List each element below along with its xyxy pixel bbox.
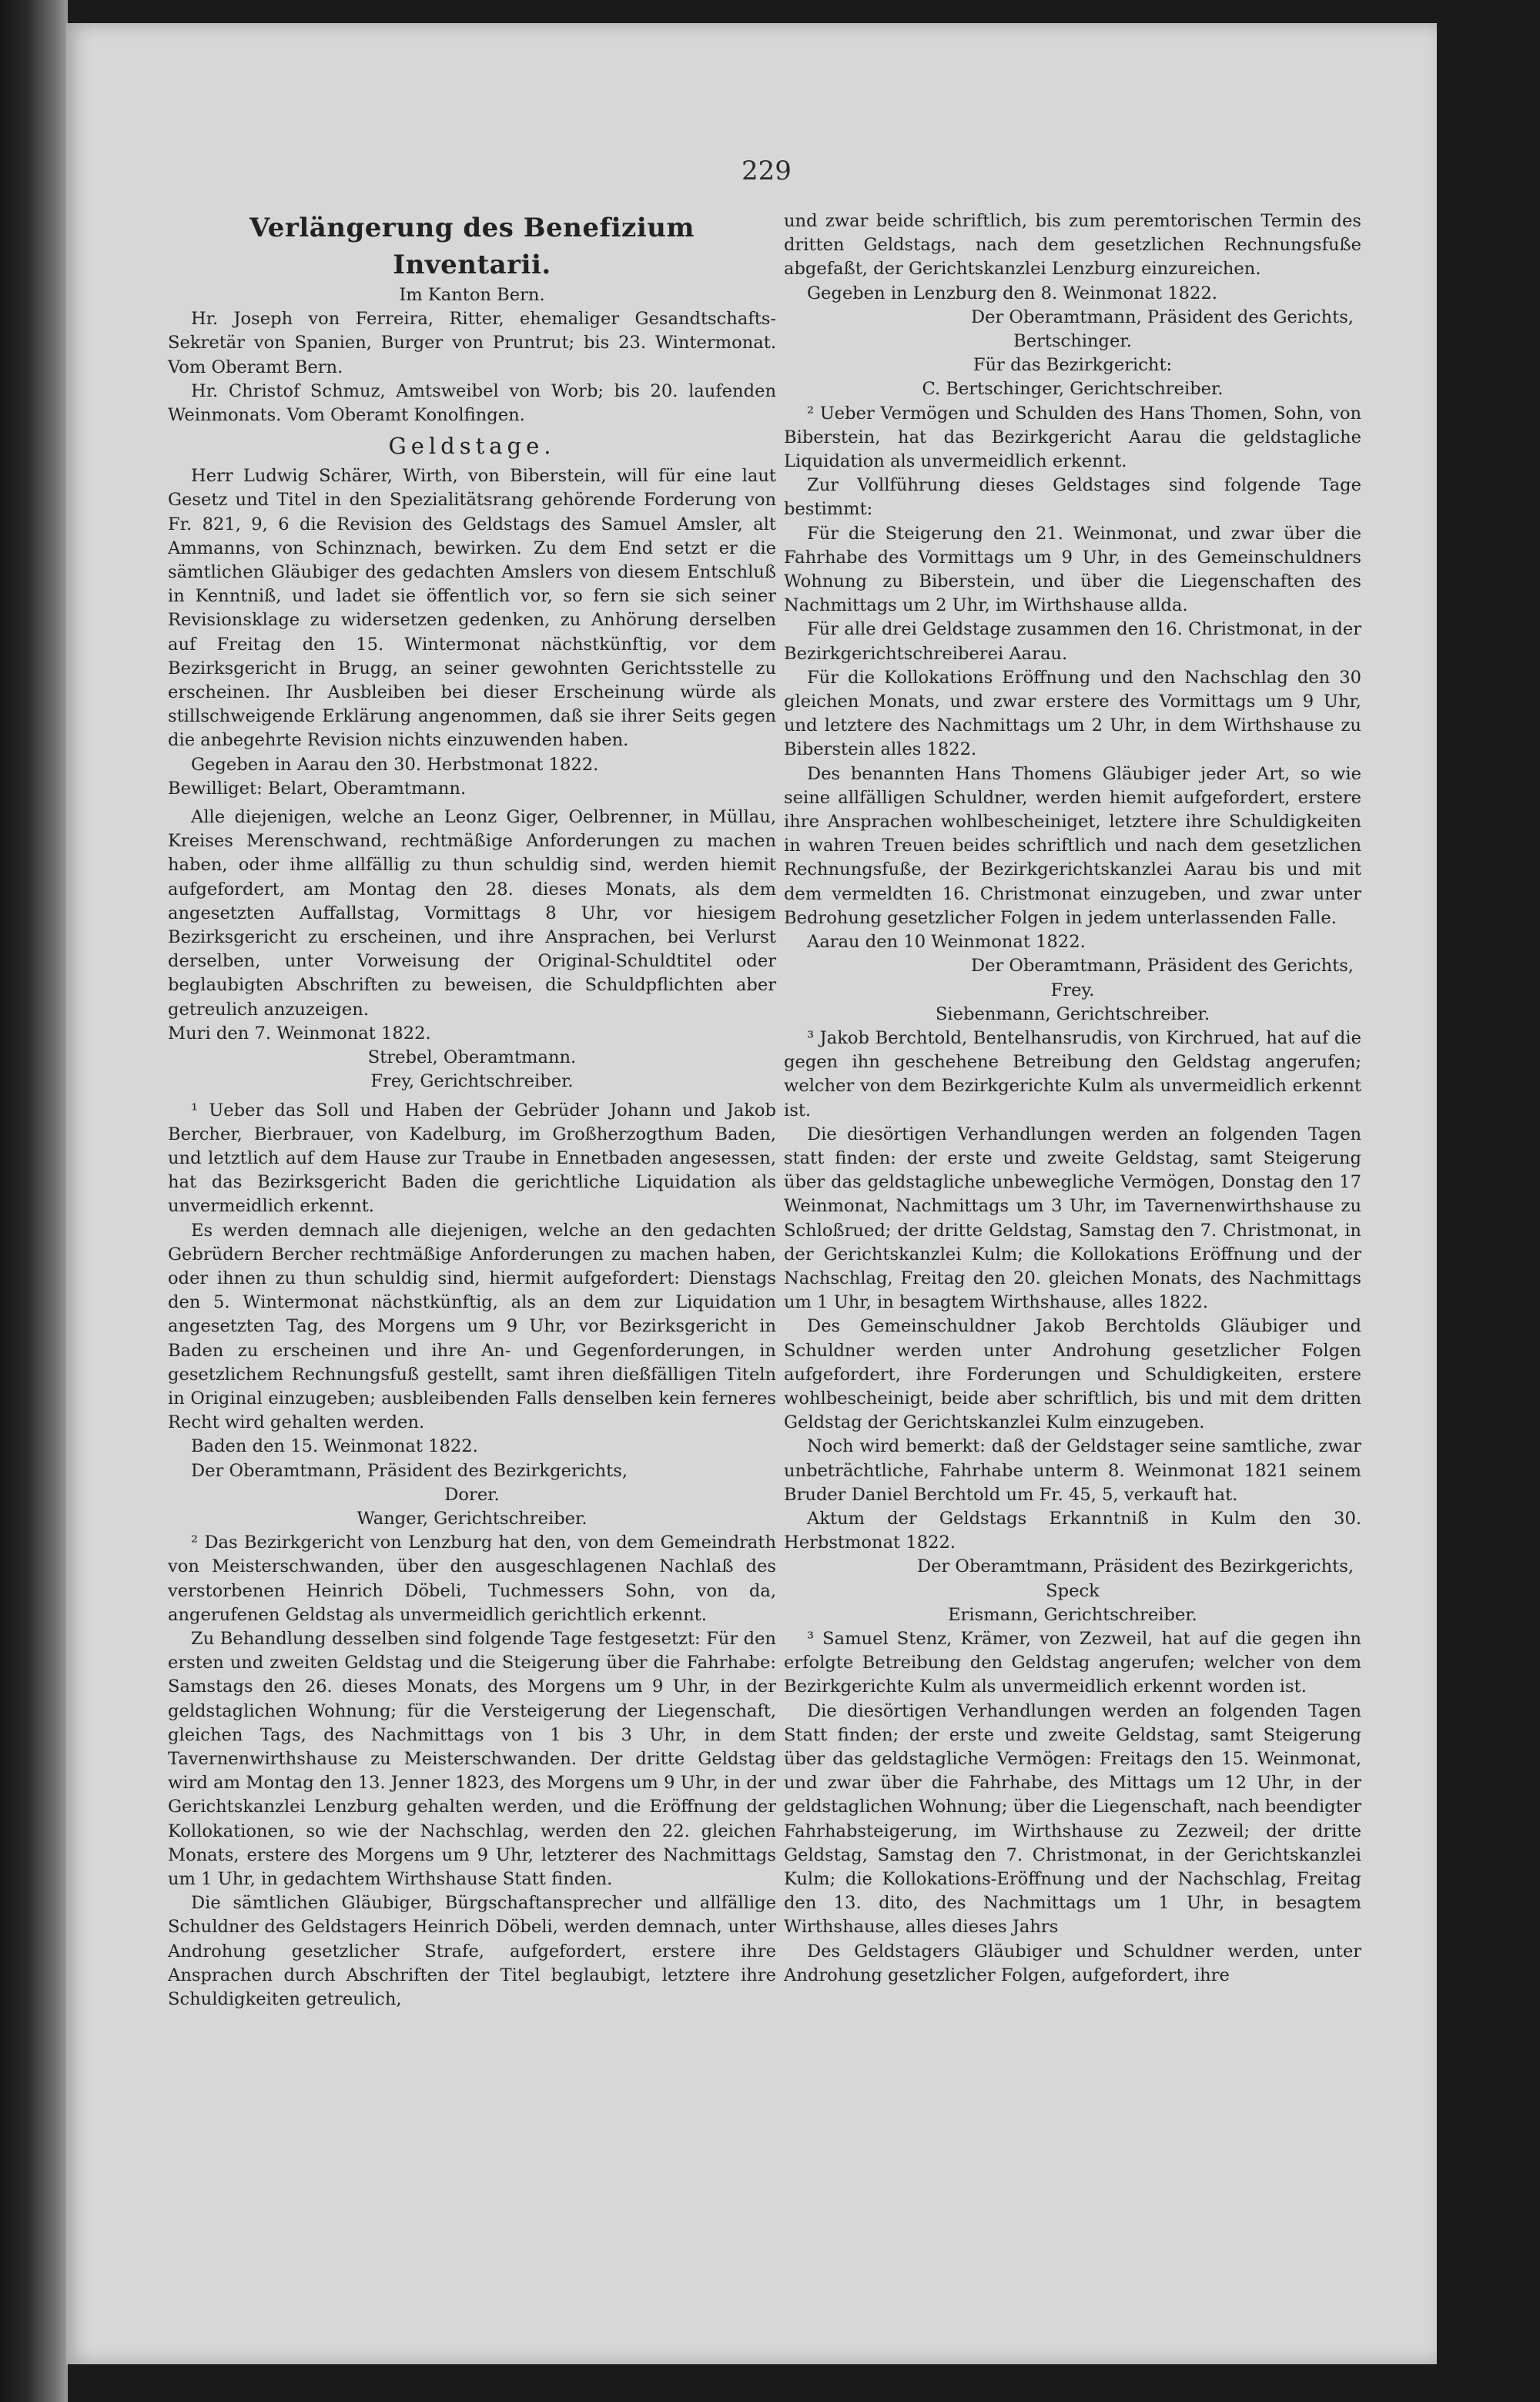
notice-signature: Frey. [1050,980,1095,1000]
notice-thomen: ² Ueber Vermögen und Schulden des Hans Thomen, Sohn, von Biberstein, hat das Bezirkgericht Aarau die geldstagliche Liquidation als unvermeidlich erkennt. [784,403,1361,472]
notice-thomen-auction: Für die Steigerung den 21. Weinmonat, und zwar über die Fahrhabe des Vormittags um 9 Uhr, in des Gemeinschuldners Wohnung zu Biberstein, und über die Liegenschaften des Nachmittags um 2 Uhr, im Wirthshause allda. [784,523,1361,616]
canton-subheading: Im Kanton Bern. [399,285,545,305]
notice-signature: C. Bertschinger, Gerichtschreiber. [922,379,1224,400]
notice-stenz: ³ Samuel Stenz, Krämer, von Zezweil, hat auf die gegen ihn erfolgte Betreibung den Geldstag angerufen; welcher von dem Bezirkgerichte Kulm als unvermeidlich erkennt worden ist. [784,1628,1361,1697]
section-heading-geldstage: Geldstage. [388,433,556,460]
notice-signature: Der Oberamtmann, Präsident des Gerichts, [970,307,1354,327]
notice-thomen-kollokation: Für die Kollokations Eröffnung und den Nachschlag den 30 gleichen Monats, und zwar erstere des Vormittags um 9 Uhr, und letztere des Nachmittags um 2 Uhr, in dem Wirthshause zu Biberstein alles 1822. [784,667,1361,760]
notice-giger: Alle diejenigen, welche an Leonz Giger, Oelbrenner, in Müllau, Kreises Merenschwand, rechtmäßige Anforderungen zu machen haben, oder ihme allfällig zu thun schuldig sind, werden hiemit aufgefordert, am Montag den 28. dieses Monats, als dem angesetzten Auffallstag, Vormittags 8 Uhr, vor hiesigem Bezirksgericht zu erscheinen, und ihre Ansprachen, bei Verlurst derselben, unter Vorweisung der Original-Schuldtitel oder beglaubigten Abschriften zu beweisen, die Schuldpflichten aber getreulich anzuzeigen. [168,807,776,1020]
notice-signature: Wanger, Gerichtschreiber. [357,1508,588,1529]
notice-berchtold-creditors: Des Gemeinschuldner Jakob Berchtolds Gläubiger und Schuldner werden unter Androhung gesetzlicher Folgen aufgefordert, ihre Forderungen und Schuldigkeiten, erstere wohlbescheinigt, beide aber schriftlich, bis und mit dem dritten Geldstag der Gerichtskanzlei Kulm einzugeben. [784,1316,1361,1433]
adjacent-page-edge [0,0,68,2402]
notice-signature: Der Oberamtmann, Präsident des Gerichts, [970,956,1354,977]
notice-stenz-creditors: Des Geldstagers Gläubiger und Schuldner werden, unter Androhung gesetzlicher Folgen, aufgefordert, ihre [784,1941,1361,1985]
notice-signature: Bewilliget: Belart, Oberamtmann. [168,778,467,799]
notice-date: Gegeben in Lenzburg den 8. Weinmonat 1822. [807,283,1217,303]
benefizium-entry: Hr. Joseph von Ferreira, Ritter, ehemaliger Gesandtschafts-Sekretär von Spanien, Burger von Pruntrut; bis 23. Wintermonat. Vom Oberamt Bern. [168,309,776,377]
notice-signature: Dorer. [444,1484,500,1505]
notice-signature: Frey, Gerichtschreiber. [370,1071,574,1092]
notice-schaerer: Herr Ludwig Schärer, Wirth, von Biberstein, will für eine laut Gesetz und Titel in den Spezialitätsrang gehörende Forderung von Fr. 821, 9, 6 die Revision des Geldstags des Samuel Amsler, alt Ammanns, von Schinznach, bewirken. Zu dem End setzt er die sämtlichen Gläubiger des gedachten Amslers von diesem Entschluß in Kenntniß, und ladet sie öffentlich vor, so fern sie sich seiner Revisionsklage zu widersetzen gedenken, zu Anhörung derselben auf Freitag den 15. Wintermonat nächstkünftig, vor dem Bezirksgericht in Brugg, an seiner gewohnten Gerichtsstelle zu erscheinen. Ihr Ausbleiben bei dieser Erscheinung würde als stillschweigende Erklärung angenommen, daß sie ihrer Seits gegen die anbegehrte Revision nichts einzuwenden haben. [168,466,776,751]
notice-doebeli: ² Das Bezirkgericht von Lenzburg hat den, von dem Gemeindrath von Meisterschwanden, über den ausgeschlagenen Nachlaß des verstorbenen Heinrich Döbeli, Tuchmessers Sohn, von da, angerufenen Geldstag als unvermeidlich gerichtlich erkennt. [168,1533,776,1625]
notice-signature: Erismann, Gerichtschreiber. [948,1604,1197,1625]
benefizium-entry: Hr. Christof Schmuz, Amtsweibel von Worb; bis 20. laufenden Weinmonats. Vom Oberamt Konolfingen. [168,380,776,426]
page-number: 229 [742,156,792,186]
notice-signature: Strebel, Oberamtmann. [367,1047,577,1068]
notice-thomen-intro: Zur Vollführung dieses Geldstages sind folgende Tage bestimmt: [784,475,1361,520]
notice-doebeli-schedule: Zu Behandlung desselben sind folgende Tage festgesetzt: Für den ersten und zweiten Geldstag und die Steigerung über die Fahrhabe: Samstags den 26. dieses Monats, des Morgens um 9 Uhr, in der geldstaglichen Wohnung; für die Versteigerung der Liegenschaft, gleichen Tags, des Nachmittags von 1 bis 3 Uhr, in dem Tavernenwirthshause zu Meisterschwanden. Der dritte Geldstag wird am Montag den 13. Jenner 1823, des Morgens um 9 Uhr, in der Gerichtskanzlei Lenzburg gehalten werden, und die Eröffnung der Kollokationen, so wie der Nachschlag, werden den 22. gleichen Monats, erstere des Morgens um 9 Uhr, letzterer des Nachmittags um 1 Uhr, in gedachtem Wirthshause Statt finden. [168,1628,776,1889]
notice-doebeli-continued: und zwar beide schriftlich, bis zum peremtorischen Termin des dritten Geldstags, nach dem gesetzlichen Rechnungsfuße abgefaßt, der Gerichtskanzlei Lenzburg einzureichen. [784,211,1361,280]
notice-berchtold-remark: Noch wird bemerkt: daß der Geldstager seine samtliche, zwar unbeträchtliche, Fahrhabe unterm 8. Weinmonat 1821 seinem Bruder Daniel Berchtold um Fr. 45, 5, verkauft hat. [784,1436,1361,1505]
notice-bercher: ¹ Ueber das Soll und Haben der Gebrüder Johann und Jakob Bercher, Bierbrauer, von Kadelburg, im Großherzogthum Baden, und letztlich auf dem Hause zur Traube in Ennetbaden angesessen, hat das Bezirksgericht Baden die gerichtliche Liquidation als unvermeidlich erkennt. [168,1100,776,1217]
notice-date: Baden den 15. Weinmonat 1822. [191,1436,478,1457]
notice-berchtold-schedule: Die diesörtigen Verhandlungen werden an folgenden Tagen statt finden: der erste und zweite Geldstag, samt Steigerung über das geldstagliche unbewegliche Vermögen, Donstag den 17 Weinmonat, Nachmittags um 3 Uhr, im Tavernenwirthshause zu Schloßrued; der dritte Geldstag, Samstag den 7. Christmonat, in der Gerichtskanzlei Kulm; die Kollokations Eröffnung und der Nachschlag, Freitag den 20. gleichen Monats, des Nachmittags um 1 Uhr, in besagtem Wirthshause, alles 1822. [784,1124,1361,1313]
notice-signature: Bertschinger. [1013,331,1132,352]
notice-signature: Der Oberamtmann, Präsident des Bezirkgerichts, [191,1460,628,1481]
newspaper-page [66,23,1437,2364]
notice-date: Gegeben in Aarau den 30. Herbstmonat 1822. [191,754,599,775]
left-column [168,209,776,2012]
notice-date: Aarau den 10 Weinmonat 1822. [807,932,1086,953]
notice-signature: Für das Bezirkgericht: [973,355,1173,376]
notice-date: Muri den 7. Weinmonat 1822. [168,1023,431,1044]
notice-bercher-details: Es werden demnach alle diejenigen, welche an den gedachten Gebrüdern Bercher rechtmäßige Anforderungen zu machen haben, oder ihnen zu thun schuldig sind, hiermit aufgefordert: Dienstags den 5. Wintermonat nächstkünftig, als an dem zur Liquidation angesetzten Tag, des Morgens um 9 Uhr, vor Bezirksgericht in Baden zu erscheinen und ihre An- und Gegenforderungen, in gesetzlichem Rechnungsfuß gestellt, samt ihren dießfälligen Titeln in Original einzugeben; ausbleibenden Falls denselben kein ferneres Recht wird gehalten werden. [168,1220,776,1433]
notice-date: Aktum der Geldstags Erkanntniß in Kulm den 30. Herbstmonat 1822. [784,1508,1361,1553]
notice-stenz-schedule: Die diesörtigen Verhandlungen werden an folgenden Tagen Statt finden; der erste und zweite Geldstag, samt Steigerung über das geldstagliche Vermögen: Freitags den 15. Weinmonat, und zwar über die Fahrhabe, des Mittags um 12 Uhr, in der geldstaglichen Wohnung; über die Liegenschaft, nach beendigter Fahrhabsteigerung, im Wirthshause zu Zezweil; der dritte Geldstag, Samstag den 7. Christmonat, in der Gerichtskanzlei Kulm; die Kollokations-Eröffnung und der Nachschlag, Freitag den 13. dito, des Nachmittags um 1 Uhr, in besagtem Wirthshause, alles dieses Jahrs [784,1700,1361,1938]
notice-signature: Der Oberamtmann, Präsident des Bezirkgerichts, [916,1556,1354,1577]
notice-signature: Speck [1046,1580,1100,1601]
notice-berchtold: ³ Jakob Berchtold, Bentelhansrudis, von Kirchrued, hat auf die gegen ihn geschehene Betreibung den Geldstag angerufen; welcher von dem Bezirkgerichte Kulm als unvermeidlich erkennt ist. [784,1027,1361,1121]
notice-signature: Siebenmann, Gerichtschreiber. [935,1003,1210,1024]
right-column [784,209,1361,1988]
notice-thomen-geldstage: Für alle drei Geldstage zusammen den 16. Christmonat, in der Bezirkgerichtschreiberei Aarau. [784,619,1361,664]
section-heading-benefizium: Verlängerung des Benefizium Inventarii. [249,213,695,280]
notice-doebeli-creditors: Die sämtlichen Gläubiger, Bürgschaftansprecher und allfällige Schuldner des Geldstagers Heinrich Döbeli, werden demnach, unter Androhung gesetzlicher Strafe, aufgefordert, erstere ihre Ansprachen durch Abschriften der Titel beglaubigt, letztere ihre Schuldigkeiten getreulich, [168,1893,776,2010]
notice-thomen-creditors: Des benannten Hans Thomens Gläubiger jeder Art, so wie seine allfälligen Schuldner, werden hiemit aufgefordert, erstere ihre Ansprachen wohlbescheiniget, letztere ihre Schuldigkeiten in wahren Treuen beides schriftlich und nach dem gesetzlichen Rechnungsfuße, der Bezirkgerichtskanzlei Aarau bis und mit dem vermeldten 16. Christmonat einzugeben, und zwar unter Bedrohung gesetzlicher Folgen in jedem unterlassenden Falle. [784,763,1361,928]
